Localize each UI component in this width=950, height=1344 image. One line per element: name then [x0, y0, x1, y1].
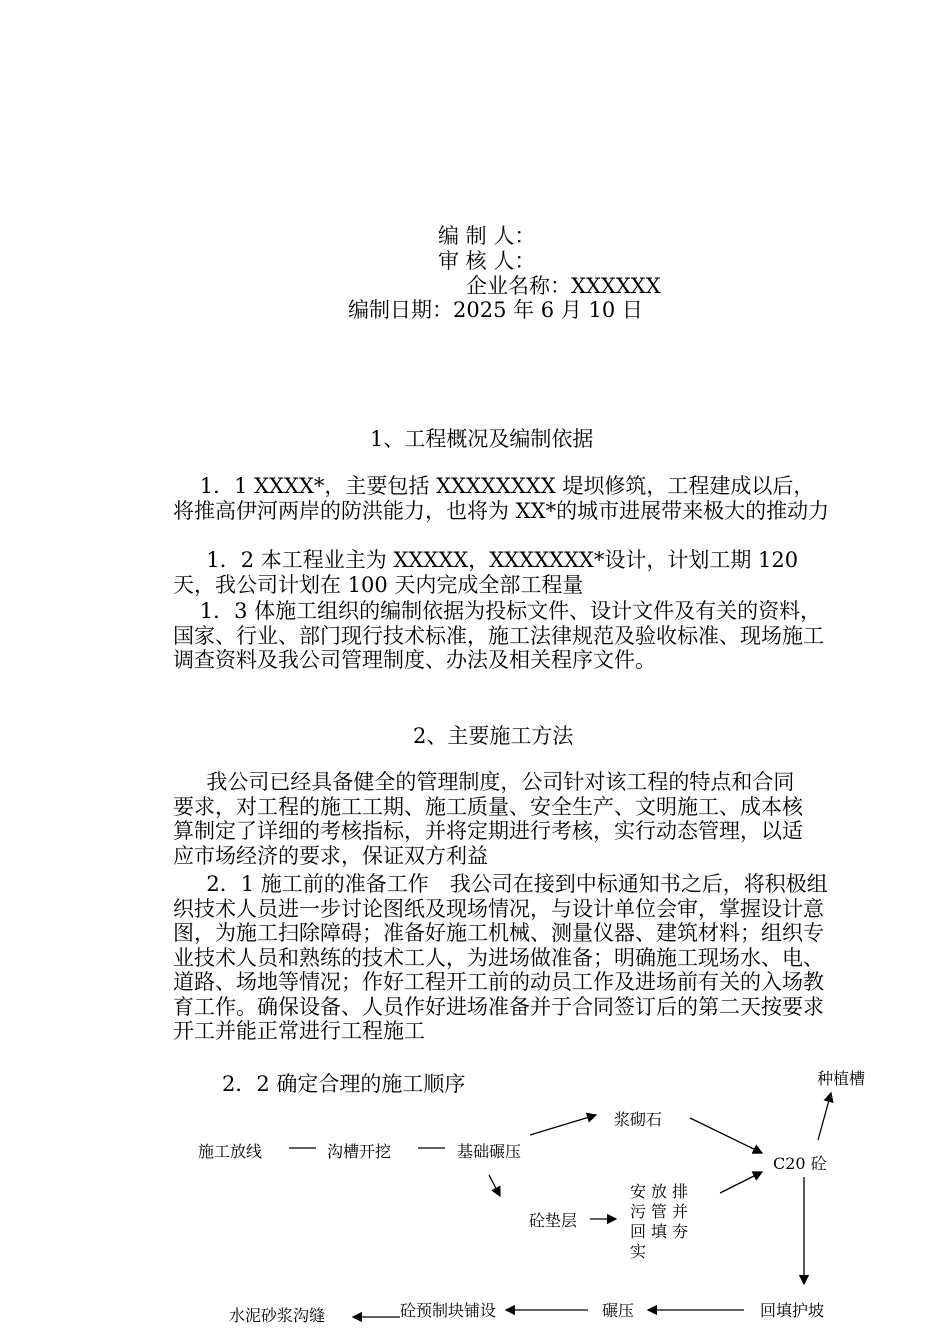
- section2-paragraph-3: 2．2 确定合理的施工顺序: [222, 1072, 466, 1096]
- flow-node-trench: 沟槽开挖: [327, 1142, 392, 1161]
- flow-node-precast: 砼预制块铺设: [400, 1301, 497, 1320]
- section1-title: 1、工程概况及编制依据: [370, 427, 594, 451]
- company-name: 企业名称：XXXXXX: [466, 274, 661, 298]
- flow-node-roll: 碾压: [602, 1301, 635, 1320]
- compiler-label: 编 制 人：: [438, 224, 536, 248]
- flow-node-masonry: 浆砌石: [614, 1110, 663, 1129]
- arrow-base-cushion: [489, 1175, 500, 1196]
- arrow-base-masonry: [530, 1115, 596, 1135]
- section1-p1-text: 1．1 XXXX*，主要包括 XXXXXXXX 堤坝修筑，工程建成以后，将推高伊河两岸的防洪能力，也将为 XX*的城市进展带来极大的推动力: [173, 474, 830, 523]
- flow-node-backfill: 回填护坡: [760, 1301, 825, 1320]
- compile-date: 编制日期：2025 年 6 月 10 日: [348, 298, 643, 322]
- flow-node-base: 基础碾压: [457, 1142, 522, 1161]
- flow-node-cushion: 砼垫层: [529, 1211, 578, 1230]
- flow-node-ditch: 水泥砂浆沟缝: [229, 1306, 326, 1325]
- section2-title: 2、主要施工方法: [413, 724, 574, 748]
- section1-p3-text: 1．3 体施工组织的编制依据为投标文件、设计文件及有关的资料，国家、行业、部门现行技术标准，施工法律规范及验收标准、现场施工调查资料及我公司管理制度、办法及相关程序文件。: [173, 599, 824, 672]
- arrow-c20-planting: [818, 1093, 831, 1140]
- section2-p2-text: 2．1 施工前的准备工作 我公司在接到中标通知书之后，将积极组织技术人员进一步讨论图纸及现场情况，与设计单位会审，掌握设计意图，为施工扫除障碍；准备好施工机械、测量仪器、建筑材料；组织专业技术人员和熟练的技术工人，为进场做准备；明确施工现场水、电、道路、场地等情况；作好工程开工前的动员工作及进场前有关的入场教育工作。确保设备、人员作好进场准备并于合同签订后的第二天按要求开工并能正常进行工程施工: [173, 872, 828, 1043]
- flow-node-c20: C20 砼: [773, 1154, 827, 1173]
- section1-p2-text: 1．2 本工程业主为 XXXXX，XXXXXXX*设计，计划工期 120 天，我公司计划在 100 天内完成全部工程量: [173, 548, 799, 597]
- section2-p1-text: 我公司已经具备健全的管理制度，公司针对该工程的特点和合同要求，对工程的施工工期、施工质量、安全生产、文明施工、成本核算制定了详细的考核指标，并将定期进行考核，实行动态管理，以适应市场经济的要求，保证双方利益: [173, 770, 803, 868]
- flow-node-layout: 施工放线: [198, 1142, 263, 1161]
- reviewer-label: 审 核 人：: [438, 249, 536, 273]
- arrow-pipe-c20: [720, 1172, 762, 1193]
- flow-node-planting: 种植槽: [817, 1069, 866, 1088]
- arrow-masonry-c20: [690, 1118, 762, 1153]
- flow-node-pipe: 安放排污管并回填夯实: [630, 1182, 694, 1261]
